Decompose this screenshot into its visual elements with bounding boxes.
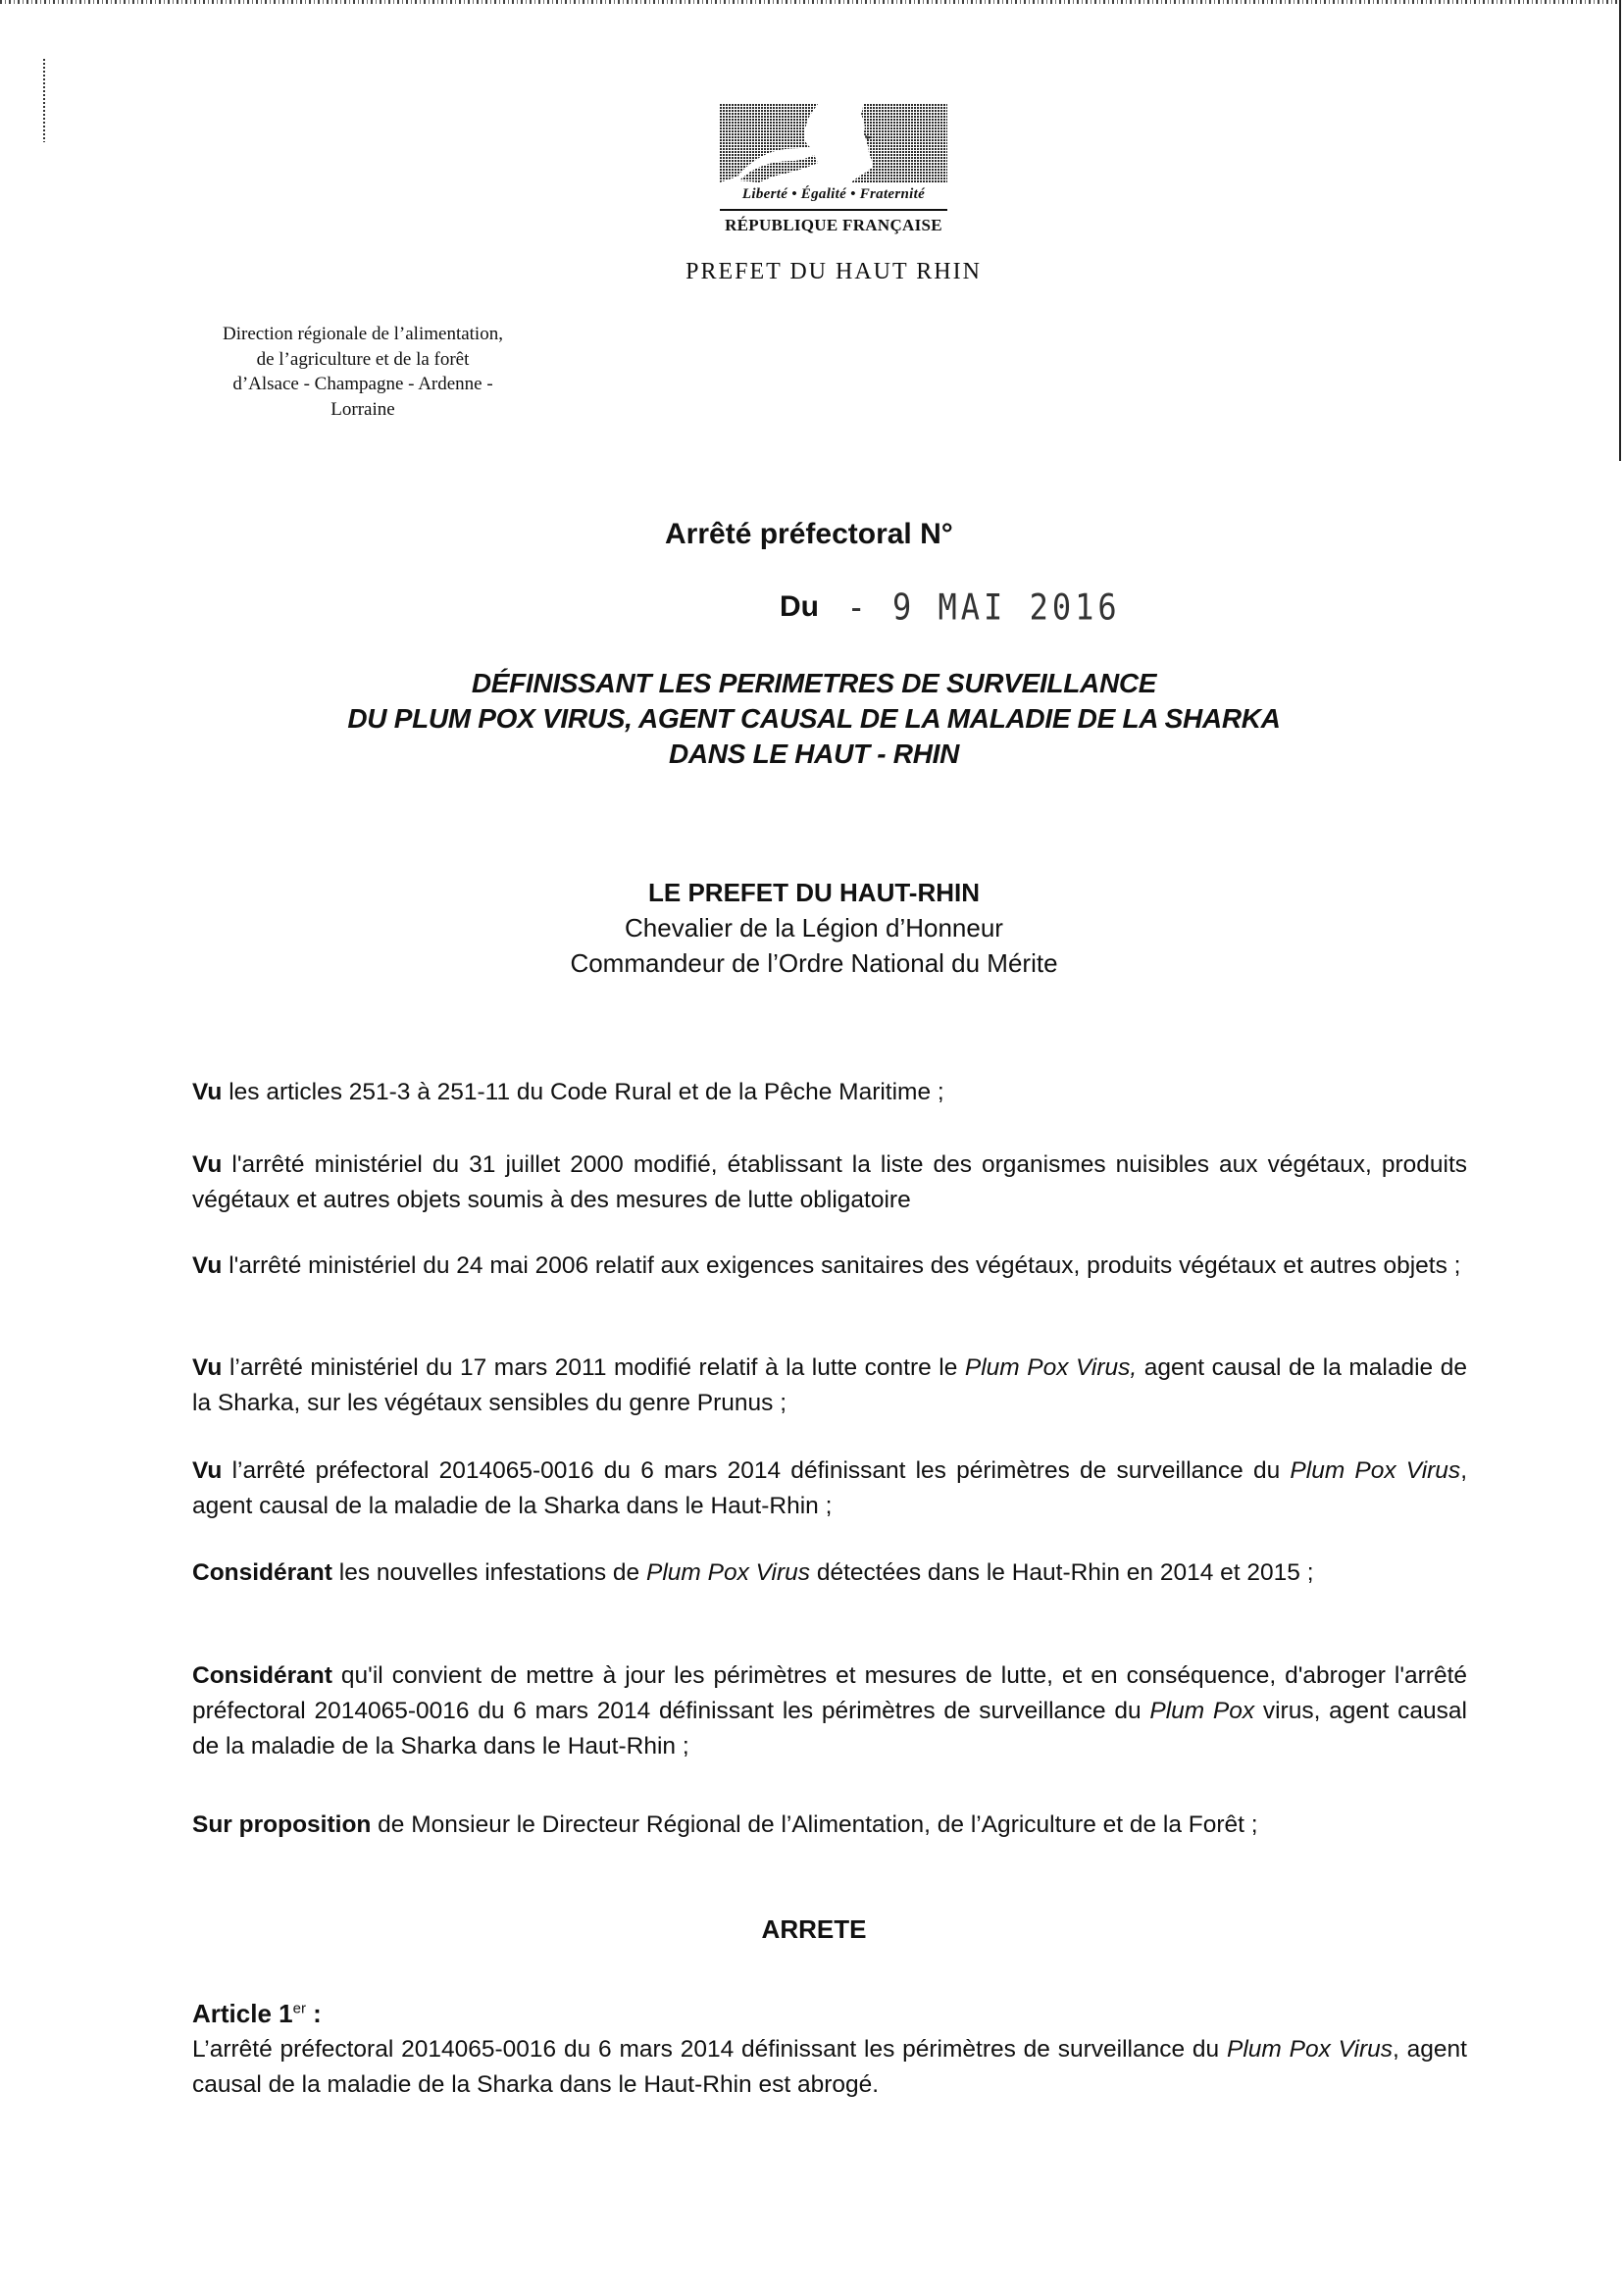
species-name: Plum Pox Virus	[1290, 1457, 1461, 1484]
paragraph-text: l'arrêté ministériel du 31 juillet 2000 modifié, établissant la liste des organismes nuisibles aux végétaux, produits végétaux et autres objets soumis à des mesures de lutte obligatoire	[192, 1151, 1467, 1213]
direction-line: Direction régionale de l’alimentation,	[223, 324, 503, 344]
paragraph-lead: Vu	[192, 1151, 223, 1178]
consideration-paragraph	[192, 1808, 1467, 1843]
consideration-paragraph	[192, 1147, 1467, 1218]
subject-line: DANS LE HAUT - RHIN	[668, 739, 960, 769]
paragraph-text: l’arrêté préfectoral 2014065-0016 du 6 mars 2014 définissant les périmètres de surveillance du	[222, 1457, 1291, 1484]
consideration-paragraph	[192, 1249, 1467, 1284]
species-name: Plum Pox Virus	[646, 1559, 811, 1586]
paragraph-text: , agent causal de la maladie de la Sharka dans le Haut-Rhin ;	[192, 1457, 1467, 1519]
paragraph-text: , agent causal de la maladie de la Sharka dans le Haut-Rhin est abrogé.	[192, 2036, 1467, 2098]
paragraph-lead: Vu	[192, 1457, 223, 1484]
decree-title: Arrêté préfectoral N°	[665, 518, 953, 550]
authority-name: LE PREFET DU HAUT-RHIN	[648, 878, 980, 907]
paragraph-text: l'arrêté ministériel du 24 mai 2006 relatif aux exigences sanitaires des végétaux, produits végétaux et autres objets ;	[222, 1252, 1461, 1279]
article-suffix: :	[305, 1999, 322, 2028]
paragraph-text: L’arrêté préfectoral 2014065-0016 du 6 mars 2014 définissant les périmètres de surveillance du	[192, 2036, 1227, 2063]
prefecture-name: PREFET DU HAUT RHIN	[685, 259, 982, 284]
paragraph-lead: Considérant	[192, 1662, 332, 1689]
paragraph-lead: Vu	[192, 1079, 223, 1105]
article-heading	[192, 1999, 322, 2029]
species-name: Plum Pox Virus	[1227, 2036, 1394, 2063]
subject-line: DÉFINISSANT LES PERIMETRES DE SURVEILLANCE	[471, 668, 1157, 698]
republic-name: RÉPUBLIQUE FRANÇAISE	[725, 216, 942, 234]
scan-edge-right	[1619, 0, 1621, 461]
direction-line: d’Alsace - Champagne - Ardenne -	[232, 374, 493, 394]
article-ordinal: er	[292, 2000, 306, 2017]
paragraph-lead: Vu	[192, 1252, 223, 1279]
authority-title: Chevalier de la Légion d’Honneur	[625, 913, 1003, 943]
paragraph-text: agent causal de la maladie de la Sharka, sur les végétaux sensibles du genre Prunus ;	[192, 1354, 1467, 1416]
paragraph-text: qu'il convient de mettre à jour les périmètres et mesures de lutte, et en conséquence, d'abroger l'arrêté préfectoral 2014065-0016 du 6 mars 2014 définissant les périmètres de surveillance du	[192, 1662, 1467, 1724]
decree-date	[780, 588, 1121, 637]
paragraph-text: de Monsieur le Directeur Régional de l’Alimentation, de l’Agriculture et de la Forêt ;	[371, 1811, 1258, 1838]
issuing-direction	[177, 322, 549, 422]
paragraph-lead: Considérant	[192, 1559, 332, 1586]
consideration-paragraph	[192, 1658, 1467, 1764]
subject-line: DU PLUM POX VIRUS, AGENT CAUSAL DE LA MALADIE DE LA SHARKA	[347, 703, 1281, 734]
consideration-paragraph	[192, 1453, 1467, 1524]
paragraph-lead: Sur proposition	[192, 1811, 372, 1838]
article-label: Article 1	[192, 1999, 293, 2028]
decree-subject	[324, 666, 1304, 772]
consideration-paragraph	[192, 1351, 1467, 1421]
species-name: Plum Pox	[1149, 1698, 1255, 1724]
marianne-logo-icon	[720, 104, 947, 182]
logo-divider	[720, 209, 947, 211]
article-text	[192, 2032, 1467, 2103]
paragraph-text: virus, agent causal de la maladie de la Sharka dans le Haut-Rhin ;	[192, 1698, 1467, 1759]
decision-heading: ARRETE	[761, 1914, 867, 1944]
paragraph-text: les articles 251-3 à 251-11 du Code Rural et de la Pêche Maritime ;	[222, 1079, 944, 1105]
authority-block	[422, 875, 1206, 981]
direction-line: de l’agriculture et de la forêt	[256, 348, 470, 370]
scan-mark-left	[43, 59, 45, 142]
direction-line: Lorraine	[330, 398, 395, 420]
paragraph-text: les nouvelles infestations de	[331, 1559, 646, 1586]
authority-title: Commandeur de l’Ordre National du Mérite	[570, 948, 1058, 978]
date-stamp: - 9 MAI 2016	[846, 586, 1121, 629]
paragraph-lead: Vu	[192, 1354, 223, 1381]
consideration-paragraph	[192, 1075, 1467, 1110]
date-label: Du	[780, 590, 819, 623]
paragraph-text: l’arrêté ministériel du 17 mars 2011 modifié relatif à la lutte contre le	[222, 1354, 965, 1381]
paragraph-text: détectées dans le Haut-Rhin en 2014 et 2015 ;	[810, 1559, 1314, 1586]
scan-edge-top	[0, 0, 1624, 4]
consideration-paragraph	[192, 1555, 1467, 1591]
republic-motto: Liberté • Égalité • Fraternité	[741, 186, 926, 202]
species-name: Plum Pox Virus,	[964, 1354, 1138, 1381]
